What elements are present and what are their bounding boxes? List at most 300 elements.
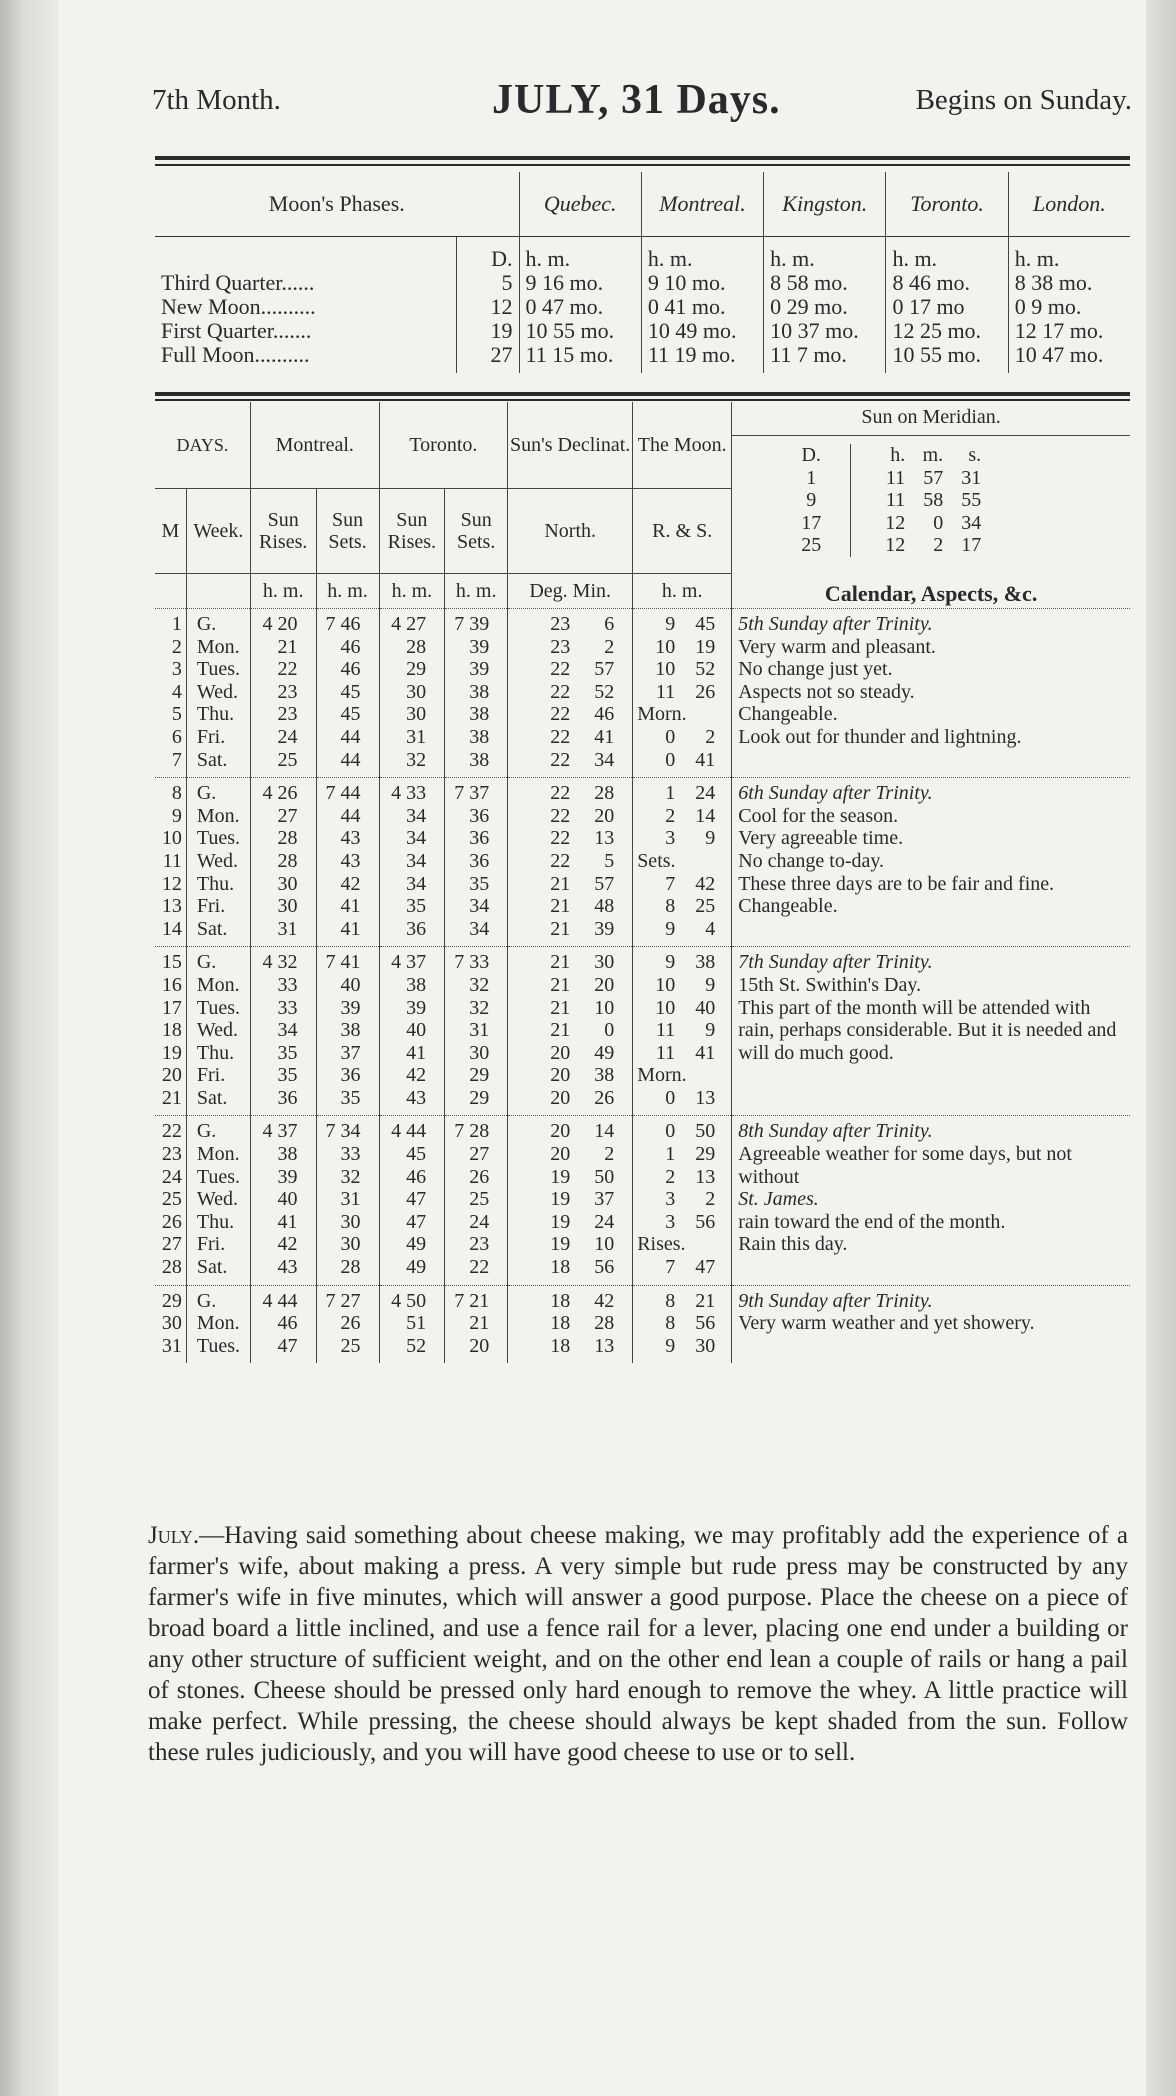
meridian-value: 17: [961, 534, 982, 557]
day-number: 16: [161, 973, 182, 996]
day-number: 19: [161, 1041, 182, 1064]
toronto-rise: 34: [379, 827, 445, 850]
day-unit: D.: [456, 237, 519, 272]
moon-rise-set: [633, 873, 732, 896]
toronto-set: 32: [445, 997, 508, 1020]
toronto-rise: 4 27: [379, 609, 445, 636]
moon-hour: Morn.: [637, 703, 687, 726]
declination-deg: 20: [550, 1143, 571, 1166]
moon-min: 9: [705, 827, 716, 850]
declination: [508, 1087, 633, 1116]
montreal-set: 7 27: [316, 1285, 379, 1312]
toronto-rise: 4 44: [379, 1116, 445, 1143]
weekday: Mon.: [186, 805, 250, 828]
moon-min: 30: [695, 1334, 716, 1357]
declination: [508, 895, 633, 918]
meridian-row: [772, 489, 985, 512]
calendar-notes: [732, 609, 1130, 778]
moon-phase-name: New Moon..........: [161, 294, 316, 319]
meridian-value: 31: [961, 466, 982, 489]
montreal-rise: 40: [250, 1188, 316, 1211]
calendar-note: Changeable.: [738, 703, 838, 726]
toronto-set: 36: [445, 827, 508, 850]
hm-unit: h. m.: [1008, 237, 1130, 272]
weekday: Thu.: [186, 1211, 250, 1234]
calendar-note: 6th Sunday after Trinity.: [738, 782, 933, 805]
montreal-rise: 27: [250, 805, 316, 828]
montreal-rise: 25: [250, 749, 316, 778]
hm-unit: h. m.: [641, 237, 763, 272]
meridian-value: 11: [885, 489, 906, 512]
declination: [508, 1233, 633, 1256]
meridian-value: 11: [885, 466, 906, 489]
toronto-rise: 51: [379, 1312, 445, 1335]
calendar-note: 8th Sunday after Trinity.: [738, 1120, 933, 1143]
moon-min: 4: [705, 917, 716, 940]
montreal-set: 31: [316, 1188, 379, 1211]
moon-hour: 3: [665, 1188, 676, 1211]
moon-rise-set: [633, 1042, 732, 1065]
moon-min: 50: [695, 1120, 716, 1143]
declination-deg: 21: [550, 895, 571, 918]
toronto-set: 21: [445, 1312, 508, 1335]
mid-rule-thick: [155, 392, 1130, 396]
toronto-set: 36: [445, 850, 508, 873]
montreal-rise: 38: [250, 1143, 316, 1166]
weekday: Mon.: [186, 1143, 250, 1166]
calendar-body: [155, 609, 1130, 1364]
montreal-rise: 24: [250, 726, 316, 749]
moon-hour: Sets.: [637, 849, 676, 872]
declination: [508, 1019, 633, 1042]
declination-deg: 20: [550, 1120, 571, 1143]
moon-min: 19: [695, 635, 716, 658]
montreal-rise: 34: [250, 1019, 316, 1042]
declination-heading: Sun's Declinat.: [508, 402, 633, 489]
july-paragraph: [148, 1520, 1128, 1768]
moon-hour: 8: [665, 895, 676, 918]
montreal-set: 44: [316, 805, 379, 828]
declination-min: 52: [594, 680, 615, 703]
moon-phase-time: 10 49 mo.: [641, 319, 763, 343]
calendar-row: [155, 1116, 1130, 1143]
moon-heading: The Moon.: [633, 402, 732, 489]
montreal-set: 41: [316, 918, 379, 947]
moon-min: 2: [705, 725, 716, 748]
weekday: G.: [186, 1116, 250, 1143]
declination-min: 57: [594, 658, 615, 681]
declination-min: 50: [594, 1165, 615, 1188]
declination-deg: 21: [550, 973, 571, 996]
moon-rise-set: [633, 658, 732, 681]
meridian-value: 25: [772, 534, 851, 557]
montreal-rise: 46: [250, 1312, 316, 1335]
montreal-rise: 4 37: [250, 1116, 316, 1143]
toronto-set: 39: [445, 658, 508, 681]
toronto-set: 22: [445, 1256, 508, 1285]
calendar-note: Very warm weather and yet showery.: [738, 1312, 1035, 1335]
moon-phase-time: 11 19 mo.: [641, 343, 763, 373]
top-rule-thick: [155, 156, 1130, 160]
weekday: Mon.: [186, 974, 250, 997]
declination: [508, 805, 633, 828]
weekday: G.: [186, 1285, 250, 1312]
toronto-rise: 47: [379, 1188, 445, 1211]
moon-rise-set: [633, 1143, 732, 1166]
toronto-rise: 47: [379, 1211, 445, 1234]
toronto-set: 30: [445, 1042, 508, 1065]
calendar-note: 9th Sunday after Trinity.: [738, 1289, 933, 1312]
calendar-note: St. James.: [738, 1188, 819, 1211]
weekday: G.: [186, 947, 250, 974]
declination-deg: 22: [550, 748, 571, 771]
declination-deg: 19: [550, 1188, 571, 1211]
moon-rise-set: [633, 1233, 732, 1256]
meridian-value: 17: [772, 512, 851, 535]
montreal-set: 38: [316, 1019, 379, 1042]
weekday: Thu.: [186, 703, 250, 726]
declination-min: 30: [594, 951, 615, 974]
day-number: 23: [161, 1143, 182, 1166]
toronto-heading: Toronto.: [379, 402, 508, 489]
declination: [508, 703, 633, 726]
montreal-rise: 33: [250, 974, 316, 997]
toronto-set: 29: [445, 1064, 508, 1087]
declination: [508, 1143, 633, 1166]
meridian-value: 57: [923, 466, 944, 489]
moon-phase-time: 0 41 mo.: [641, 295, 763, 319]
declination: [508, 1285, 633, 1312]
moon-hour: 2: [665, 804, 676, 827]
montreal-set: 7 41: [316, 947, 379, 974]
moon-hour: 9: [665, 951, 676, 974]
moon-phase-row: [155, 343, 1130, 373]
moon-phase-time: 12 25 mo.: [886, 319, 1008, 343]
paragraph-lead: July.: [148, 1522, 200, 1549]
toronto-set: 23: [445, 1233, 508, 1256]
declination-deg: 22: [550, 725, 571, 748]
moon-min: 29: [695, 1143, 716, 1166]
declination-min: 39: [594, 917, 615, 940]
calendar-note: No change to-day.: [738, 849, 885, 872]
declination-deg: 22: [550, 680, 571, 703]
city-kingston: Kingston.: [764, 172, 886, 237]
declination: [508, 918, 633, 947]
declination-deg: 20: [550, 1086, 571, 1109]
moon-rise-set: [633, 1116, 732, 1143]
moon-hour: 11: [655, 1019, 676, 1042]
moon-rise-set: [633, 681, 732, 704]
toronto-rise: 35: [379, 895, 445, 918]
montreal-set: 43: [316, 827, 379, 850]
weekday: Wed.: [186, 1188, 250, 1211]
calendar-row: [155, 778, 1130, 805]
toronto-set: 36: [445, 805, 508, 828]
moon-phase-time: 8 46 mo.: [886, 271, 1008, 295]
day-number: 18: [161, 1019, 182, 1042]
moon-rise-set: [633, 726, 732, 749]
toronto-set: 27: [445, 1143, 508, 1166]
day-number: 11: [162, 849, 182, 872]
calendar-note: These three days are to be fair and fine.: [738, 872, 1055, 895]
montreal-set: 40: [316, 974, 379, 997]
montreal-rise: 28: [250, 827, 316, 850]
montreal-rise: 42: [250, 1233, 316, 1256]
day-number: 21: [161, 1086, 182, 1109]
calendar-note: 5th Sunday after Trinity.: [738, 613, 933, 635]
moon-phase-time: 0 29 mo.: [764, 295, 886, 319]
meridian-value: 12: [885, 511, 906, 534]
declination-min: 28: [594, 1312, 615, 1335]
moon-hour: 8: [665, 1312, 676, 1335]
toronto-set: 32: [445, 974, 508, 997]
declination: [508, 974, 633, 997]
moon-phase-time: 11 7 mo.: [764, 343, 886, 373]
month-label: 7th Month.: [152, 84, 281, 116]
weekday: Sat.: [186, 749, 250, 778]
declination-deg: 20: [550, 1041, 571, 1064]
montreal-set: 46: [316, 636, 379, 659]
declination: [508, 1116, 633, 1143]
calendar-note: 7th Sunday after Trinity.: [738, 951, 933, 974]
moon-phase-time: 0 47 mo.: [519, 295, 641, 319]
moon-phase-name: Third Quarter......: [161, 270, 315, 295]
montreal-rise: 35: [250, 1064, 316, 1087]
day-number: 9: [171, 804, 182, 827]
moon-hour: 0: [665, 1086, 676, 1109]
weekday: Tues.: [186, 658, 250, 681]
day-number: 1: [155, 609, 186, 636]
day-number: 29: [155, 1285, 186, 1312]
day-number: 13: [161, 895, 182, 918]
moon-hour: 3: [665, 827, 676, 850]
montreal-set: 44: [316, 749, 379, 778]
moon-hour: 8: [665, 1289, 676, 1312]
meridian-unit-h: h.: [890, 444, 906, 466]
top-rule-thin: [155, 164, 1130, 166]
day-number: 26: [161, 1210, 182, 1233]
toronto-rise: 4 50: [379, 1285, 445, 1312]
moon-rise-set: [633, 749, 732, 778]
day-number: 14: [161, 917, 182, 940]
declination: [508, 997, 633, 1020]
declination-deg: 20: [550, 1064, 571, 1087]
day-number: 12: [161, 872, 182, 895]
moon-min: 56: [695, 1312, 716, 1335]
calendar-note: Agreeable weather for some days, but not without: [738, 1143, 1072, 1188]
declination-min: 28: [594, 782, 615, 805]
city-london: London.: [1008, 172, 1130, 237]
moon-min: 2: [705, 1188, 716, 1211]
week-heading: Week.: [186, 489, 250, 574]
rs-heading: R. & S.: [633, 489, 732, 574]
day-number: 6: [171, 725, 182, 748]
moon-min: 41: [695, 748, 716, 771]
toronto-rise: 30: [379, 681, 445, 704]
toronto-rise: 30: [379, 703, 445, 726]
montreal-set: 37: [316, 1042, 379, 1065]
day-number: 15: [155, 947, 186, 974]
moon-rise-set: [633, 805, 732, 828]
moon-rise-set: [633, 1019, 732, 1042]
moon-phase-time: 8 38 mo.: [1008, 271, 1130, 295]
day-number: 30: [161, 1312, 182, 1335]
city-toronto: Toronto.: [886, 172, 1008, 237]
calendar-notes: [732, 947, 1130, 1116]
city-quebec: Quebec.: [519, 172, 641, 237]
moon-min: 24: [695, 782, 716, 805]
montreal-rise: 30: [250, 873, 316, 896]
m-heading: M: [155, 489, 186, 574]
moon-hour: Morn.: [637, 1064, 687, 1087]
meridian-value: 12: [885, 534, 906, 557]
moon-phase-time: 9 10 mo.: [641, 271, 763, 295]
moon-min: 14: [695, 804, 716, 827]
page-title: JULY, 31 Days.: [492, 77, 781, 123]
moon-phase-time: 10 47 mo.: [1008, 343, 1130, 373]
montreal-set: 41: [316, 895, 379, 918]
moon-phase-row: [155, 319, 1130, 343]
north-heading: North.: [508, 489, 633, 574]
declination-min: 5: [604, 849, 615, 872]
calendar-note: Changeable.: [738, 895, 838, 918]
montreal-set: 45: [316, 681, 379, 704]
hm-unit: h. m.: [445, 574, 508, 609]
weekday: Wed.: [186, 1019, 250, 1042]
declination: [508, 681, 633, 704]
moon-min: 13: [695, 1086, 716, 1109]
weekday: Mon.: [186, 1312, 250, 1335]
montreal-set: 7 46: [316, 609, 379, 636]
hm-unit: h. m.: [519, 237, 641, 272]
toronto-rise: 42: [379, 1064, 445, 1087]
declination: [508, 778, 633, 805]
moon-phase-time: 12 17 mo.: [1008, 319, 1130, 343]
declination-deg: 23: [550, 613, 571, 635]
moon-phase-time: 9 16 mo.: [519, 271, 641, 295]
hm-unit: h. m.: [886, 237, 1008, 272]
declination-min: 10: [594, 996, 615, 1019]
city-montreal: Montreal.: [641, 172, 763, 237]
declination-deg: 21: [550, 951, 571, 974]
moon-hour: 10: [655, 635, 676, 658]
montreal-rise: 23: [250, 681, 316, 704]
toronto-set: 35: [445, 873, 508, 896]
declination-min: 46: [594, 703, 615, 726]
moon-hour: 10: [655, 658, 676, 681]
weekday: Sat.: [186, 1256, 250, 1285]
toronto-rise: 38: [379, 974, 445, 997]
weekday: Fri.: [186, 1233, 250, 1256]
declination-min: 0: [604, 1019, 615, 1042]
toronto-set: 20: [445, 1335, 508, 1364]
toronto-set: 7 39: [445, 609, 508, 636]
day-number: 17: [161, 996, 182, 1019]
day-number: 7: [171, 748, 182, 771]
calendar-notes: [732, 1285, 1130, 1363]
moon-hour: 7: [665, 872, 676, 895]
moon-min: 56: [695, 1210, 716, 1233]
montreal-set: 30: [316, 1233, 379, 1256]
hm-unit: h. m.: [379, 574, 445, 609]
moon-hour: 11: [655, 1041, 676, 1064]
declination-deg: 18: [550, 1312, 571, 1335]
day-number: 31: [161, 1334, 182, 1357]
declination-min: 41: [594, 725, 615, 748]
montreal-set: 44: [316, 726, 379, 749]
moon-min: 40: [695, 996, 716, 1019]
declination-deg: 19: [550, 1165, 571, 1188]
declination: [508, 827, 633, 850]
day-number: 3: [171, 658, 182, 681]
toronto-rise: 34: [379, 805, 445, 828]
montreal-set: 35: [316, 1087, 379, 1116]
moon-min: 45: [695, 613, 716, 635]
moon-min: 25: [695, 895, 716, 918]
moon-rise-set: [633, 850, 732, 873]
toronto-rise: 43: [379, 1087, 445, 1116]
meridian-row: [772, 512, 985, 535]
declination: [508, 609, 633, 636]
moon-rise-set: [633, 636, 732, 659]
moon-rise-set: [633, 1335, 732, 1364]
montreal-set: 39: [316, 997, 379, 1020]
declination: [508, 726, 633, 749]
declination-min: 24: [594, 1210, 615, 1233]
moon-phase-row: [155, 295, 1130, 319]
declination-min: 57: [594, 872, 615, 895]
declination-deg: 18: [550, 1334, 571, 1357]
declination-deg: 21: [550, 872, 571, 895]
moon-phase-row: [155, 271, 1130, 295]
calendar-note: Rain this day.: [738, 1233, 848, 1256]
day-number: 20: [161, 1064, 182, 1087]
meridian-unit-m: m.: [922, 444, 944, 466]
montreal-set: 42: [316, 873, 379, 896]
declination-min: 10: [594, 1233, 615, 1256]
calendar-table: [155, 402, 1130, 1363]
day-number: 2: [171, 635, 182, 658]
moon-rise-set: [633, 1087, 732, 1116]
toronto-rise: 52: [379, 1335, 445, 1364]
calendar-note: Very warm and pleasant.: [738, 635, 936, 658]
day-number: 5: [171, 703, 182, 726]
toronto-rise: 45: [379, 1143, 445, 1166]
moon-rise-set: [633, 895, 732, 918]
moon-rise-set: [633, 778, 732, 805]
montreal-rise: 21: [250, 636, 316, 659]
toronto-rise: 32: [379, 749, 445, 778]
montreal-rise: 4 32: [250, 947, 316, 974]
toronto-set: 24: [445, 1211, 508, 1234]
declination-min: 38: [594, 1064, 615, 1087]
montreal-set: 43: [316, 850, 379, 873]
declination: [508, 749, 633, 778]
toronto-set: 34: [445, 918, 508, 947]
declination-deg: 22: [550, 658, 571, 681]
moon-rise-set: [633, 1064, 732, 1087]
calendar-note: Aspects not so steady.: [738, 680, 915, 703]
moon-hour: 9: [665, 613, 676, 635]
moon-min: 9: [705, 973, 716, 996]
moon-phase-day: 5: [456, 271, 519, 295]
meridian-row: [772, 534, 985, 557]
declination-deg: 23: [550, 635, 571, 658]
moon-rise-set: [633, 1188, 732, 1211]
montreal-sun-sets: Sun Sets.: [316, 489, 379, 574]
declination-deg: 19: [550, 1233, 571, 1256]
toronto-rise: 41: [379, 1042, 445, 1065]
